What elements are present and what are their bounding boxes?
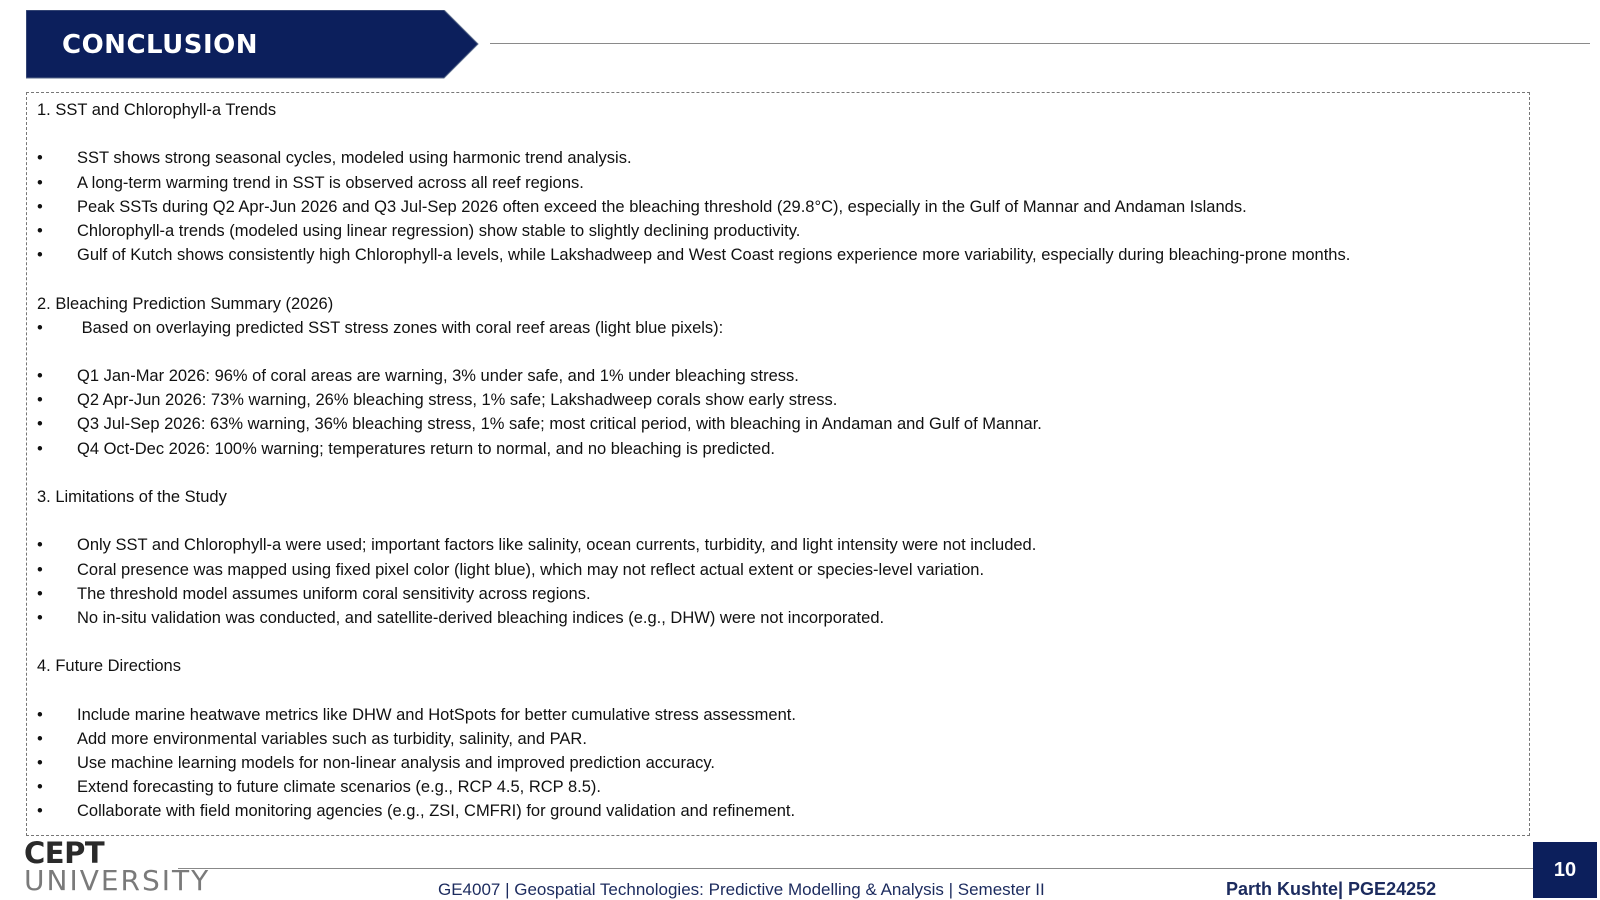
bullet-text: Q4 Oct-Dec 2026: 100% warning; temperatures return to normal, and no bleaching is predicted. bbox=[77, 439, 775, 458]
bullet-item bbox=[37, 412, 1519, 436]
section-heading: 3. Limitations of the Study bbox=[37, 488, 227, 506]
bullet-item bbox=[37, 558, 1519, 582]
bullet-text: Based on overlaying predicted SST stress zones with coral reef areas (light blue pixels): bbox=[77, 318, 724, 337]
section-heading: 4. Future Directions bbox=[37, 657, 181, 676]
bullet-item bbox=[37, 533, 1519, 557]
bullet-text: Include marine heatwave metrics like DHW and HotSpots for better cumulative stress assessment. bbox=[77, 705, 796, 724]
bullet-item bbox=[37, 727, 1519, 751]
bullet-item bbox=[37, 751, 1519, 775]
bullet-text: Peak SSTs during Q2 Apr-Jun 2026 and Q3 Jul-Sep 2026 often exceed the bleaching threshold (29.8°C), especially in the Gulf of Mannar and Andaman Islands. bbox=[77, 197, 1247, 216]
bullet-item bbox=[37, 316, 1519, 340]
bullet-item bbox=[37, 582, 1519, 606]
conclusion-content-box bbox=[26, 92, 1530, 836]
cept-university-logo bbox=[24, 836, 211, 897]
bullet-text: Collaborate with field monitoring agencies (e.g., ZSI, CMFRI) for ground validation and refinement. bbox=[77, 802, 796, 821]
bullet-item bbox=[37, 219, 1519, 243]
bullet-marker: • bbox=[37, 705, 43, 724]
bullet-marker: • bbox=[37, 318, 43, 337]
bullet-text: Q3 Jul-Sep 2026: 63% warning, 36% bleaching stress, 1% safe; most critical period, with bleaching in Andaman and Gulf of Mannar. bbox=[77, 415, 1042, 434]
bullet-text: Q1 Jan-Mar 2026: 96% of coral areas are warning, 3% under safe, and 1% under bleaching stress. bbox=[77, 367, 799, 386]
bullet-marker: • bbox=[37, 778, 43, 797]
bullet-marker: • bbox=[37, 415, 43, 434]
bullet-marker: • bbox=[37, 367, 43, 386]
bullet-marker: • bbox=[37, 584, 43, 603]
bullet-text: Chlorophyll-a trends (modeled using linear regression) show stable to slightly declining productivity. bbox=[77, 221, 801, 240]
bullet-item bbox=[37, 606, 1519, 630]
bullet-text: Only SST and Chlorophyll-a were used; important factors like salinity, ocean currents, turbidity, and light intensity were not included. bbox=[77, 536, 1037, 555]
logo-line-2: UNIVERSITY bbox=[24, 864, 211, 897]
page-number-badge: 10 bbox=[1533, 842, 1597, 898]
bullet-marker: • bbox=[37, 536, 43, 555]
bullet-text: A long-term warming trend in SST is observed across all reef regions. bbox=[77, 173, 584, 192]
bullet-marker: • bbox=[37, 729, 43, 748]
bullet-text: Use machine learning models for non-linear analysis and improved prediction accuracy. bbox=[77, 754, 716, 773]
bullet-marker: • bbox=[37, 560, 43, 579]
bullet-item bbox=[37, 364, 1519, 388]
bullet-item bbox=[37, 146, 1519, 170]
bullet-text: Add more environmental variables such as turbidity, salinity, and PAR. bbox=[77, 729, 587, 748]
bullet-text: The threshold model assumes uniform coral sensitivity across regions. bbox=[77, 584, 591, 603]
section-heading: 1. SST and Chlorophyll-a Trends bbox=[37, 101, 277, 119]
bullet-item bbox=[37, 703, 1519, 727]
bullet-item bbox=[37, 799, 1519, 823]
bullet-text: Extend forecasting to future climate scenarios (e.g., RCP 4.5, RCP 8.5). bbox=[77, 778, 601, 797]
bullet-item bbox=[37, 195, 1519, 219]
bullet-marker: • bbox=[37, 391, 43, 410]
logo-line-1: CEPT bbox=[24, 836, 105, 870]
bullet-marker: • bbox=[37, 197, 43, 216]
bullet-text: Coral presence was mapped using fixed pixel color (light blue), which may not reflect actual extent or species-level variation. bbox=[77, 560, 985, 579]
bullet-item bbox=[37, 243, 1519, 267]
page-title: CONCLUSION bbox=[62, 30, 259, 60]
bullet-marker: • bbox=[37, 439, 43, 458]
footer-divider bbox=[178, 868, 1533, 869]
bullet-text: SST shows strong seasonal cycles, modeled using harmonic trend analysis. bbox=[77, 149, 632, 168]
bullet-item bbox=[37, 171, 1519, 195]
footer-course-info: GE4007 | Geospatial Technologies: Predictive Modelling & Analysis | Semester II bbox=[438, 880, 1045, 899]
section-heading: 2. Bleaching Prediction Summary (2026) bbox=[37, 294, 334, 313]
bullet-marker: • bbox=[37, 246, 43, 265]
bullet-marker: • bbox=[37, 608, 43, 627]
bullet-item bbox=[37, 775, 1519, 799]
bullet-text: No in-situ validation was conducted, and satellite-derived bleaching indices (e.g., DHW) were not incorporated. bbox=[77, 608, 885, 627]
bullet-marker: • bbox=[37, 173, 43, 192]
bullet-item bbox=[37, 388, 1519, 412]
bullet-marker: • bbox=[37, 149, 43, 168]
bullet-marker: • bbox=[37, 754, 43, 773]
bullet-text: Q2 Apr-Jun 2026: 73% warning, 26% bleaching stress, 1% safe; Lakshadweep corals show early stress. bbox=[77, 391, 838, 410]
footer-author-info: Parth Kushte| PGE24252 bbox=[1226, 879, 1437, 899]
bullet-item bbox=[37, 437, 1519, 461]
bullet-marker: • bbox=[37, 221, 43, 240]
bullet-marker: • bbox=[37, 802, 43, 821]
title-banner bbox=[26, 10, 496, 80]
bullet-text: Gulf of Kutch shows consistently high Chlorophyll-a levels, while Lakshadweep and West Coast regions experience more variability, especially during bleaching-prone months. bbox=[77, 246, 1351, 265]
header-divider bbox=[490, 43, 1590, 44]
conclusion-text bbox=[37, 98, 1519, 824]
